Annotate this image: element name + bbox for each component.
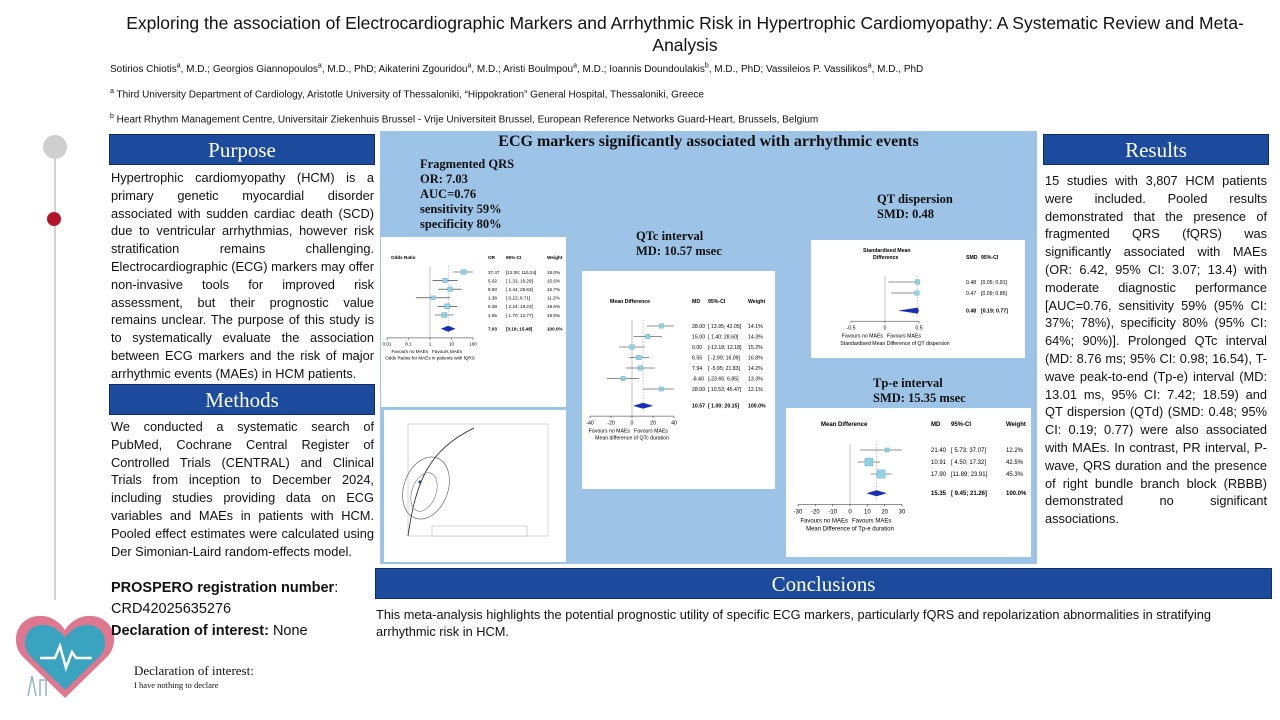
sroc-plot [384, 410, 566, 562]
x-axis-label: Mean difference of QTc duration [595, 435, 669, 442]
favours-right-label: Favours MAEs [887, 333, 922, 340]
pooled-diamond [866, 490, 886, 496]
pooled-ci: [3.19; 15.48] [506, 326, 533, 332]
poster-title: Exploring the association of Electrocardiographic Markers and Arrhythmic Risk in Hypertrophic Cardiomyopathy: A Systematic Review and Meta-Analysis [126, 13, 1244, 55]
study-weight: 14.2% [748, 365, 763, 372]
study-marker [630, 345, 635, 350]
pooled-weight: 100.0% [748, 403, 766, 410]
confidence-interval: [-12.18; 12.18] [708, 344, 742, 351]
confidence-interval: [0.09; 0.86] [981, 290, 1007, 297]
favours-right-label: Favours MAEs [432, 349, 463, 355]
qtd-forest-plot [811, 240, 1025, 358]
column-header: MD [931, 422, 941, 428]
study-weight: 14.3% [748, 334, 763, 341]
column-header: Weight [1006, 422, 1026, 428]
pooled-diamond [441, 326, 456, 332]
fqrs-label: Fragmented QRS OR: 7.03 AUC=0.76 sensitivity 59% specificity 80% [420, 157, 515, 231]
column-header: SMD [966, 255, 978, 261]
x-tick-label: 0 [630, 420, 634, 427]
methods-heading: Methods [109, 384, 375, 415]
x-tick-label: -10 [828, 509, 838, 516]
pooled-weight: 100.0% [1006, 491, 1027, 497]
column-header: 95%-CI [951, 422, 972, 428]
x-tick-label: 100 [469, 341, 477, 347]
effect-estimate: 0.00 [692, 344, 703, 351]
column-header: Mean Difference [610, 299, 651, 305]
study-weight: 15.2% [748, 344, 763, 351]
author: Ioannis Doundoulakis$^b$, M.D., PhD; [609, 63, 766, 76]
study-weight: 15.6% [547, 278, 561, 284]
author: Aristi Boulmpou$^a$, M.D.; [503, 63, 610, 76]
effect-estimate: 5.02 [488, 278, 497, 284]
affiliation-b: $^b$ Heart Rhythm Management Centre, Universitair Ziekenhuis Brussel - Vrije Universiteit Brussel, European Reference Networks Guard-Heart, Brussels, Belgium [110, 113, 819, 126]
effect-estimate: 10.91 [931, 459, 947, 466]
favours-left-label: Favours no MAEs [588, 428, 630, 435]
affiliation-a: $^a$ Third University Department of Cardiology, Aristotle University of Thessaloniki, “Hippokration” General Hospital, Thessaloniki, Greece [110, 88, 704, 101]
results-text: 15 studies with 3,807 HCM patients were included. Pooled results demonstrated that the presence of fragmented QRS (fQRS) was significantly associated with MAEs (OR: 6.42, 95% CI: 3.07; 13.4) with moderate diagnostic performance [AUC=0.76, sensitivity 59% (95% CI: 37%; 78%), specificity 80% (95% CI: 64%; 90%)]. Prolonged QTc interval (MD: 8.76 ms; 95% CI: 0.98; 16.54), T-wave peak-to-end (Tp-e) interval (MD: 13.01 ms, 95% CI: 7.42; 18.59) and QT dispersion (QTd) (SMD: 0.48; 95% CI: 0.19; 0.77) were also associated with MAEs. In contrast, PR interval, P-wave, QRS duration and the presence of right bundle branch block (RBBB) demonstrated no significant associations. [1045, 173, 1267, 527]
column-header: MD [692, 299, 701, 305]
study-marker [445, 304, 450, 309]
author: Sotirios Chiotis$^a$, M.D.; [110, 63, 213, 76]
effect-estimate: 0.47 [966, 290, 977, 297]
confidence-interval: [ 1.31; 19.29] [506, 278, 533, 284]
study-marker [646, 334, 650, 338]
x-tick-label: 10 [863, 509, 871, 516]
x-tick-label: 0.1 [405, 341, 412, 347]
favours-right-label: Favours MAEs [634, 428, 669, 435]
pooled-diamond [633, 403, 653, 409]
pooled-estimate: 15.35 [931, 491, 947, 497]
qtd-forest-svg [811, 240, 1025, 358]
confidence-interval: [ 1.70; 12.77] [506, 312, 533, 318]
x-tick-label: 30 [898, 509, 906, 516]
prospero-number: CRD42025635276 [111, 601, 232, 617]
sroc-curve-svg [384, 410, 566, 562]
confidence-interval: [ -2.99; 16.09] [708, 355, 741, 362]
declaration-line: Declaration of interest: None [111, 623, 308, 639]
x-tick-label: 20 [650, 420, 656, 427]
column-header: 95%-CI [506, 255, 522, 260]
conclusions-text: This meta-analysis highlights the potential prognostic utility of specific ECG markers, particularly fQRS and repolarization abnormalities in stratifying arrhythmic risk in HCM. [376, 607, 1212, 639]
study-marker [448, 287, 453, 292]
x-tick-label: -30 [793, 509, 803, 516]
pooled-estimate: 7.03 [488, 326, 497, 332]
confidence-interval: [ 5.73; 37.07] [951, 447, 987, 454]
qtc-forest-plot [582, 271, 775, 489]
methods-text: We conducted a systematic search of PubMed, Cochrane Central Register of Controlled Trials (CENTRAL) and Clinical Trials from inception to December 2024, including studies providing data on ECG variables and MAEs in patients with HCM. Pooled effect estimates were calculated using Der Simonian-Laird random-effects model. [111, 419, 374, 559]
purpose-text: Hypertrophic cardiomyopathy (HCM) is a primary genetic myocardial disorder associated with sudden cardiac death (SCD) due to ventricular arrhythmias, however risk stratification remains challenging. Electrocardiographic (ECG) markers may offer non-invasive tools for improved risk assessment, but their prognostic value remains unclear. The purpose of this study is to systematically evaluate the association between ECG markers and the risk of major arrhythmic events (MAEs) in HCM patients. [111, 170, 374, 381]
x-axis-label: Standardised Mean Difference of QT dispersion [840, 340, 950, 347]
x-tick-label: -0.5 [846, 325, 856, 332]
study-weight: 19.6% [547, 304, 561, 310]
confidence-interval: [ 2.44; 29.63] [506, 287, 533, 292]
pooled-diamond [898, 308, 919, 314]
author: Aikaterini Zgouridou$^a$, M.D.; [378, 63, 504, 76]
study-weight: 42.5% [1006, 459, 1024, 466]
results-heading: Results [1043, 134, 1269, 165]
conclusions-heading: Conclusions [375, 568, 1272, 599]
figure-title: ECG markers significantly associated with arrhythmic events [498, 133, 919, 150]
x-tick-label: 0.5 [915, 325, 923, 332]
study-marker [442, 312, 447, 317]
effect-estimate: 21.40 [931, 447, 947, 454]
study-weight: 14.1% [748, 323, 763, 330]
favours-left-label: Favours no MAEs [841, 333, 883, 340]
confidence-interval: [ -5.95; 21.83] [708, 365, 741, 372]
x-tick-label: 0 [848, 509, 852, 516]
column-header: Weight [748, 299, 766, 305]
study-marker [638, 366, 642, 370]
author: Vassileios P. Vassilikos$^a$, M.D., PhD [765, 63, 924, 76]
confidence-interval: [ 4.50; 17.32] [951, 459, 987, 466]
effect-estimate: 28.00 [692, 323, 705, 330]
pooled-ci: [0.19; 0.77] [981, 308, 1008, 315]
x-tick-label: 0 [883, 325, 887, 332]
study-marker [865, 458, 873, 466]
effect-estimate: 17.90 [931, 471, 947, 478]
x-tick-label: -40 [586, 420, 594, 427]
study-marker [461, 270, 466, 275]
confidence-interval: [ 2.24; 18.23] [506, 304, 533, 310]
effect-estimate: 0.48 [966, 279, 977, 286]
column-header: OR [488, 255, 495, 260]
column-header: 95%-CI [981, 255, 999, 261]
heart-logo-icon [10, 600, 120, 710]
qtc-label: QTc interval MD: 10.57 msec [636, 229, 722, 258]
effect-estimate: 28.00 [692, 386, 705, 393]
study-marker [621, 376, 625, 380]
confidence-interval: [ 13.95; 42.05] [708, 323, 742, 330]
study-weight: 16.7% [547, 287, 561, 292]
x-axis-label: Mean Difference of Tp-e duration [806, 526, 894, 533]
study-marker [637, 355, 642, 360]
column-header: Mean Difference [821, 422, 868, 428]
study-weight: 12.2% [1006, 447, 1024, 454]
study-marker [443, 278, 448, 283]
effect-estimate: 7.94 [692, 365, 703, 372]
fqrs-forest-plot [381, 237, 566, 407]
effect-estimate: 6.39 [488, 304, 497, 310]
column-header: 95%-CI [708, 299, 726, 305]
study-weight: 13.3% [748, 376, 763, 383]
favours-left-label: Favours no MAEs [391, 349, 428, 355]
prospero-line: PROSPERO registration number: [111, 580, 339, 596]
study-marker [915, 291, 920, 296]
study-marker [877, 470, 885, 478]
column-header: Weight [547, 255, 563, 260]
x-tick-label: 1 [428, 341, 432, 347]
effect-estimate: 4.65 [488, 312, 497, 318]
pooled-ci: [ 1.00; 20.15] [708, 403, 740, 410]
study-marker [659, 387, 663, 391]
decorative-dot-grey [43, 135, 67, 159]
author: Georgios Giannopoulos$^a$, M.D., PhD; [212, 63, 379, 76]
effect-estimate: 6.55 [692, 355, 703, 362]
study-weight: 45.3% [1006, 471, 1024, 478]
qtc-forest-svg [582, 271, 775, 489]
study-marker [431, 296, 435, 300]
pooled-weight: 100.0% [547, 326, 563, 332]
study-weight: 18.0% [547, 269, 561, 275]
column-header: Standardised Mean [863, 248, 911, 254]
tpe-forest-svg [786, 408, 1031, 557]
purpose-heading: Purpose [109, 134, 375, 165]
confidence-interval: [0.05; 0.91] [981, 279, 1007, 286]
x-tick-label: 10 [448, 341, 455, 347]
study-marker [659, 324, 663, 328]
confidence-interval: [-23.65; 6.85] [708, 376, 739, 383]
qtd-label: QT dispersion SMD: 0.48 [877, 192, 953, 221]
pooled-ci: [ 9.45; 21.26] [951, 491, 988, 497]
x-tick-label: -20 [607, 420, 615, 427]
column-header: Odds Ratio [391, 255, 416, 260]
tpe-forest-plot [786, 408, 1031, 557]
study-marker [915, 280, 920, 285]
confidence-interval: [ 10.53; 45.47] [708, 386, 742, 393]
study-weight: 12.1% [748, 386, 763, 393]
confidence-interval: [12.08; 116.24] [506, 269, 537, 275]
x-tick-label: 40 [671, 420, 677, 427]
x-tick-label: -20 [810, 509, 820, 516]
pooled-estimate: 10.57 [692, 403, 705, 410]
effect-estimate: -8.40 [692, 376, 704, 383]
decorative-dot-red [47, 212, 61, 226]
confidence-interval: [ 1.40; 28.60] [708, 334, 739, 341]
x-tick-label: 0.01 [382, 341, 392, 347]
tpe-label: Tp-e interval SMD: 15.35 msec [873, 376, 966, 405]
pooled-estimate: 0.48 [966, 308, 977, 315]
x-tick-label: 20 [881, 509, 889, 516]
effect-estimate: 1.38 [488, 295, 497, 301]
study-weight: 19.5% [547, 312, 561, 318]
author-list [110, 60, 1270, 76]
favours-right-label: Favours MAEs [852, 518, 892, 525]
study-weight: 16.8% [748, 355, 763, 362]
fqrs-forest-svg [381, 237, 566, 407]
column-header: Difference [873, 255, 899, 261]
effect-estimate: 15.00 [692, 334, 705, 341]
study-marker [885, 448, 889, 452]
favours-left-label: Favours no MAEs [800, 518, 848, 525]
effect-estimate: 37.47 [488, 269, 500, 275]
confidence-interval: [11.89; 23.91] [951, 471, 988, 478]
footer-declaration-title: Declaration of interest: [134, 663, 254, 678]
study-weight: 11.2% [547, 295, 560, 301]
x-axis-label: Odds Ratios for MAEs in patients with fQRS [385, 355, 475, 361]
confidence-interval: [ 0.22; 8.71] [506, 295, 531, 301]
effect-estimate: 8.50 [488, 287, 497, 292]
footer-declaration-text: I have nothing to declare [134, 680, 219, 690]
